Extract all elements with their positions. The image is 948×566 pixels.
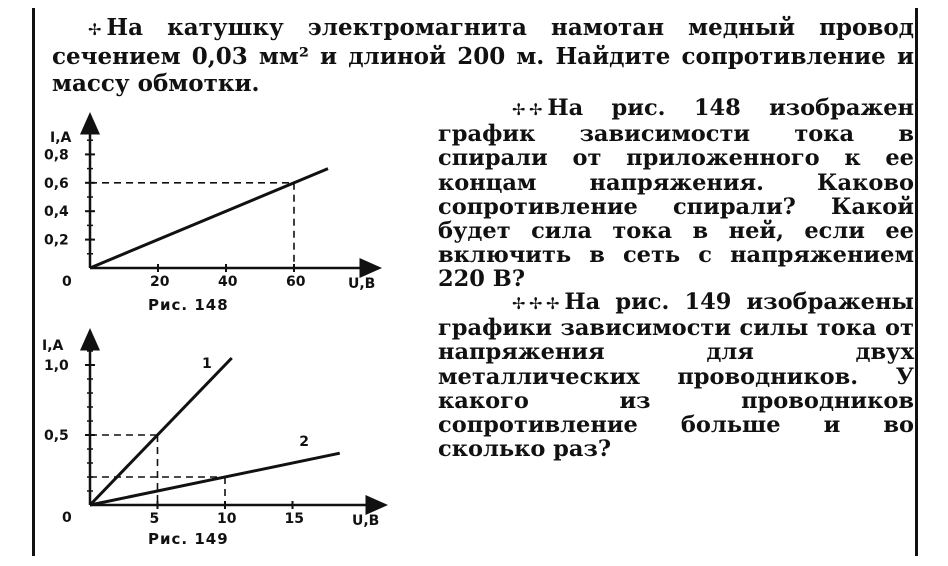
origin-label: 0 [62,274,72,290]
y-tick-label: 0,2 [44,232,69,249]
y-tick-label: 0,5 [44,428,69,444]
y-axis-label: I,A [42,338,64,354]
x-tick-label: 10 [217,511,237,527]
y-tick-label: 0,8 [44,147,69,164]
x-tick-label: 5 [149,511,160,527]
x-tick-label: 60 [286,274,306,290]
y-tick-label: 1,0 [44,358,69,374]
x-axis-label: U,В [348,276,376,292]
y-tick-label: 0,4 [44,204,69,221]
y-tick-label: 0,6 [44,175,69,192]
difficulty-stars: ✢ [88,20,101,39]
origin-label: 0 [62,510,72,526]
x-tick-label: 15 [284,511,304,527]
difficulty-stars: ✢ ✢ ✢ [512,294,559,313]
figure-149-chart [42,338,379,529]
series-line [90,453,340,505]
problem-coil-text: На катушку электромагнита намотан медный провод сечением 0,03 мм² и длиной 200 м. Найдите сопротивление и массу обмотки. [52,14,914,97]
problem-148-text: На рис. 148 изображен график зависимости тока в спирали от приложенного к ее концам напряжения. Каково сопротивление спирали? Какой будет сила тока в ней, если ее включить в сеть с напряжением 220 В? [438,95,914,293]
figure-148-caption: Рис. 148 [148,296,229,314]
figure-149-caption: Рис. 149 [148,530,229,548]
figure-148-chart [44,122,375,292]
x-tick-label: 20 [150,274,170,290]
x-tick-label: 40 [218,274,238,290]
series-label: 1 [202,355,212,372]
series-line [90,355,232,505]
problem-149-text: На рис. 149 изображены графики зависимости силы тока от напряжения для двух металлических проводников. У какого из проводников сопротивление больше и во сколько раз? [438,289,914,463]
series-line [90,169,328,268]
y-axis-label: I,A [50,130,72,146]
difficulty-stars: ✢ ✢ [512,100,542,119]
series-label: 2 [299,434,309,451]
x-axis-label: U,В [352,513,380,529]
